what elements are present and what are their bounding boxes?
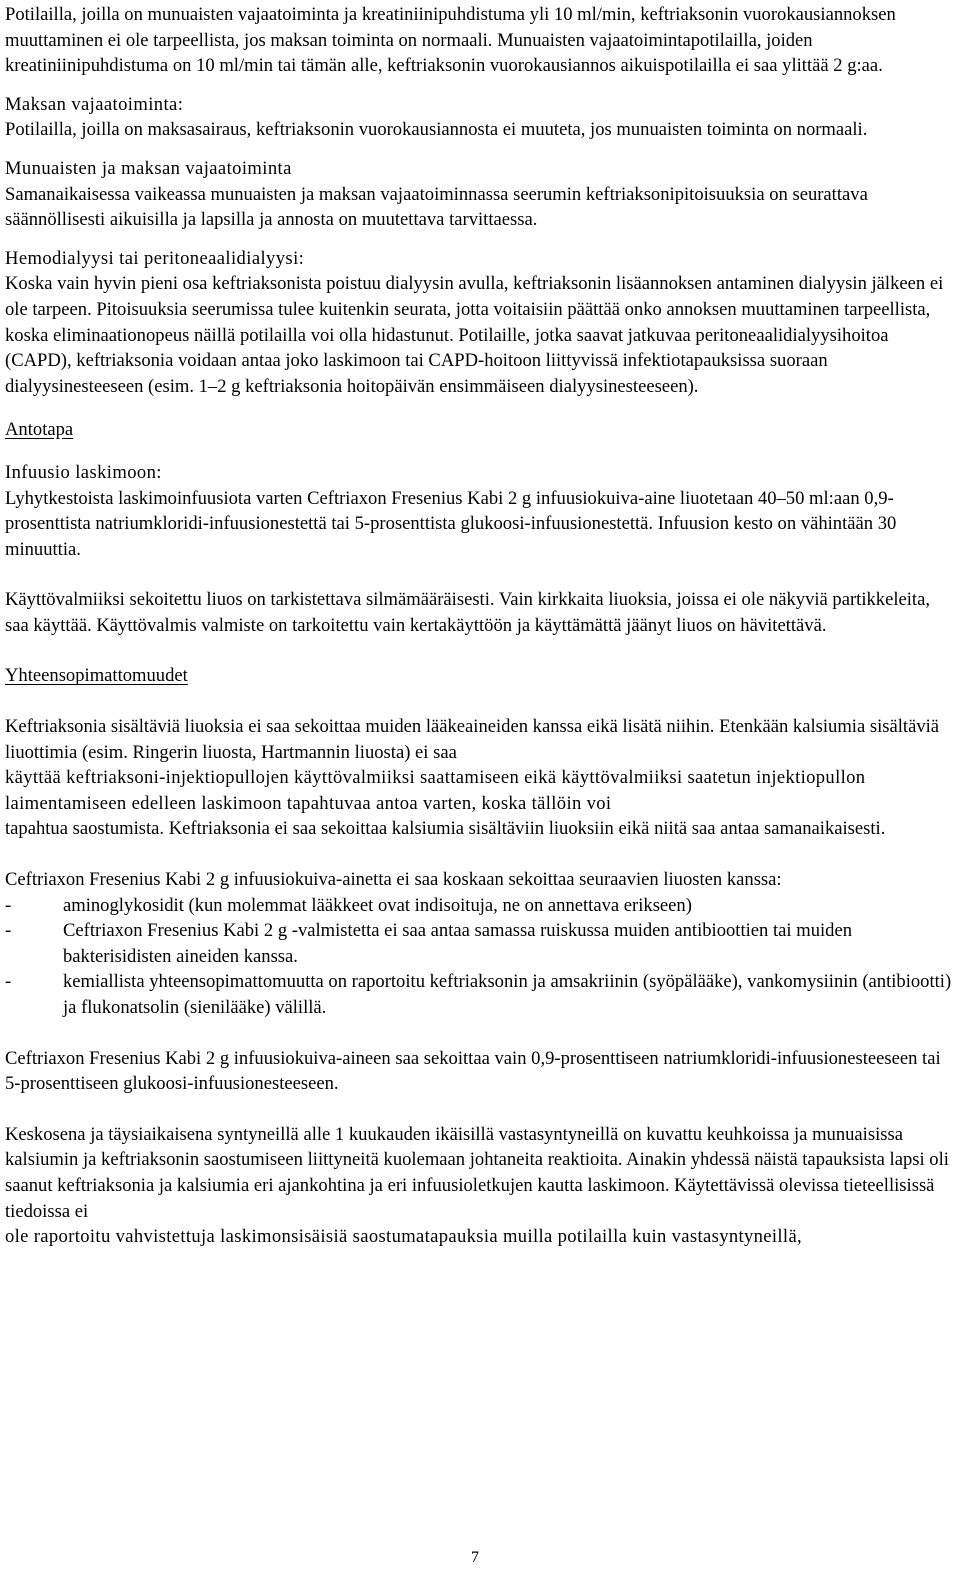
infusion-heading: Infuusio laskimoon: bbox=[5, 461, 162, 483]
dialysis-text: Koska vain hyvin pieni osa keftriaksonista poistuu dialyysin avulla, keftriaksonin lisäannoksen antaminen dialyysin jälkeen ei ole tarpeen. Pitoisuuksia seerumissa tulee kuitenkin seurata, jotta voitaisiin päättää onko annoksen muuttaminen tarpeellista, koska eliminaationopeus näillä potilailla voi olla hidastunut. Potilaille, jotka saavat jatkuvaa peritoneaalidialyysihoitoa (CAPD), keftriaksonia voidaan antaa joko laskimoon tai CAPD-hoitoon liittyvissä infektiotapauksissa suoraan dialyysinesteeseen (esim. 1–2 g keftriaksonia hoitopäivän ensimmäiseen dialyysinesteeseen). bbox=[5, 273, 944, 397]
incompatible-solutions-intro: Ceftriaxon Fresenius Kabi 2 g infuusiokuiva-ainetta ei saa koskaan sekoittaa seuraavien liuosten kanssa: bbox=[5, 869, 782, 891]
calcium-warning-text-3: tapahtua saostumista. Keftriaksonia ei saa sekoittaa kalsiumia sisältäviin liuoksiin eikä niitä saa antaa samanaikaisesti. bbox=[5, 818, 886, 840]
hepatic-impairment-text: Potilailla, joilla on maksasairaus, keftriaksonin vuorokausiannosta ei muuteta, jos munuaisten toiminta on normaali. bbox=[5, 119, 868, 141]
list-item bbox=[5, 918, 955, 969]
infusion-text: Lyhytkestoista laskimoinfuusiota varten Ceftriaxon Fresenius Kabi 2 g infuusiokuiva-aine liuotetaan 40–50 ml:aan 0,9-prosenttista natriumkloridi-infuusionestettä tai 5-prosenttista glukoosi-infuusionestettä. Infuusion kesto on vähintään 30 minuuttia. bbox=[5, 487, 897, 560]
list-item-text: aminoglykosidit (kun molemmat lääkkeet ovat indisoituja, ne on annettava erikseen) bbox=[63, 894, 692, 916]
renal-hepatic-impairment-section bbox=[5, 156, 955, 233]
incompatible-solutions-list bbox=[5, 893, 955, 1021]
hepatic-impairment-heading: Maksan vajaatoiminta: bbox=[5, 93, 184, 115]
dash-bullet: - bbox=[5, 971, 12, 993]
administration-title: Antotapa bbox=[5, 419, 74, 441]
list-item-text: kemiallista yhteensopimattomuutta on raportoitu keftriaksonin ja amsakriinin (syöpälääke), vankomysiinin (antibiootti) ja flukonatsolin (sienilääke) välillä. bbox=[63, 971, 952, 1018]
renal-hepatic-impairment-heading: Munuaisten ja maksan vajaatoiminta bbox=[5, 157, 292, 179]
dash-bullet: - bbox=[5, 894, 12, 916]
calcium-warning-text-2: käyttää keftriaksoni-injektiopullojen käyttövalmiiksi saattamiseen eikä käyttövalmiiksi saatetun injektiopullon laimentamiseen edelleen laskimoon tapahtuvaa antoa varten, koska tällöin voi bbox=[5, 767, 866, 814]
dash-bullet: - bbox=[5, 920, 12, 942]
list-item bbox=[5, 893, 955, 919]
list-item-text: Ceftriaxon Fresenius Kabi 2 g -valmistetta ei saa antaa samassa ruiskussa muiden antibioottien tai muiden bakterisidisten aineiden kanssa. bbox=[63, 920, 853, 967]
document-page bbox=[5, 0, 955, 1250]
infusion-section bbox=[5, 460, 955, 562]
incompatible-solutions-block bbox=[5, 867, 955, 1021]
hepatic-impairment-section bbox=[5, 92, 955, 143]
neonates-text-2: ole raportoitu vahvistettuja laskimonsisäisiä saostumatapauksia muilla potilailla kuin vastasyntyneillä, bbox=[5, 1226, 803, 1248]
dialysis-heading: Hemodialyysi tai peritoneaalidialyysi: bbox=[5, 247, 305, 269]
neonates-block bbox=[5, 1122, 955, 1250]
page-number: 7 bbox=[471, 1549, 479, 1566]
renal-impairment-paragraph: Potilailla, joilla on munuaisten vajaatoiminta ja kreatiniinipuhdistuma yli 10 ml/min, keftriaksonin vuorokausiannoksen muuttaminen ei ole tarpeellista, jos maksan toiminta on normaali. Munuaisten vajaatoimintapotilailla, joiden kreatiniinipuhdistuma on 10 ml/min tai tämän alle, keftriaksonin vuorokausiannos aikuispotilailla ei saa ylittää 2 g:aa. bbox=[5, 4, 896, 77]
inspection-text: Käyttövalmiiksi sekoitettu liuos on tarkistettava silmämääräisesti. Vain kirkkaita liuoksia, joissa ei ole näkyviä partikkeleita, saa käyttää. Käyttövalmis valmiste on tarkoitettu vain kertakäyttöön ja käyttämättä jäänyt liuos on hävitettävä. bbox=[5, 589, 931, 636]
calcium-warning-text-1: Keftriaksonia sisältäviä liuoksia ei saa sekoittaa muiden lääkeaineiden kanssa eikä lisätä niihin. Etenkään kalsiumia sisältäviä liuottimia (esim. Ringerin liuosta, Hartmannin liuosta) ei saa bbox=[5, 716, 940, 763]
compatible-solutions-text: Ceftriaxon Fresenius Kabi 2 g infuusiokuiva-aineen saa sekoittaa vain 0,9-prosenttiseen natriumkloridi-infuusionesteeseen tai 5-prosenttiseen glukoosi-infuusionesteeseen. bbox=[5, 1047, 941, 1095]
incompatibilities-title: Yhteensopimattomuudet bbox=[5, 665, 188, 687]
renal-hepatic-impairment-text: Samanaikaisessa vaikeassa munuaisten ja maksan vajaatoiminnassa seerumin keftriaksonipitoisuuksia on seurattava säännöllisesti aikuisilla ja lapsilla ja annosta on muutettava tarvittaessa. bbox=[5, 183, 868, 231]
calcium-warning-block bbox=[5, 714, 955, 842]
list-item bbox=[5, 969, 955, 1020]
neonates-text-1: Keskosena ja täysiaikaisena syntyneillä alle 1 kuukauden ikäisillä vastasyntyneillä on kuvattu keuhkoissa ja munuaisissa kalsiumin ja keftriaksonin saostumiseen liittyneitä kuolemaan johtaneita reaktioita. Ainakin yhdessä näistä tapauksista lapsi oli saanut keftriaksonia ja kalsiumia eri ajankohtina ja eri infuusioletkujen kautta laskimoon. Käytettävissä olevissa tieteellisissä tiedoissa ei bbox=[5, 1123, 949, 1222]
dialysis-section bbox=[5, 246, 955, 400]
